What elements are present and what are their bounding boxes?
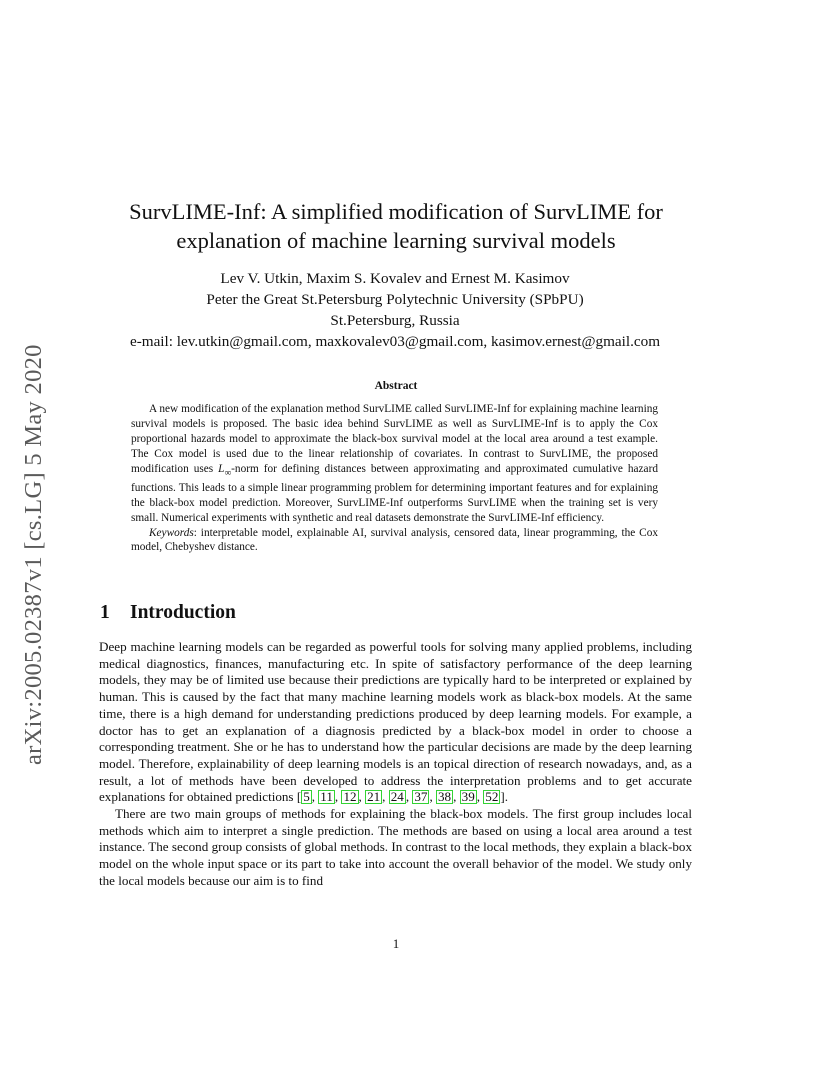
intro-paragraph-1: Deep machine learning models can be regarded as powerful tools for solving many applied problems, including medical diagnostics, finances, manufacturing etc. In spite of satisfactory performance of the deep learning models, they may be of limited use because their predictions are typically hard to be interpreted or explained by human. This is caused by the fact that many machine learning models work as black-box models. At the same time, there is a high demand for understanding predictions produced by deep learning models. For example, a doctor has to get an explanation of a diagnosis predicted by a black-box model in order to choose a corresponding treatment. She or he has to understand how the particular decisions are made by the deep learning model. Therefore, explainability of deep learning models is an topical direction of research nowadays, and, as a result, a lot of methods have been developed to address the interpretation problems and to get accurate explanations for obtained predictions [ 5 , 11 , 12 , 21 , 24 , 37 , 38 , 39 , 52 ]. xyxy=(99,639,692,805)
citation-link[interactable]: 39 xyxy=(461,789,475,805)
abstract-paragraph xyxy=(131,402,658,526)
paper-title xyxy=(96,197,696,255)
citation-link[interactable]: 37 xyxy=(414,789,428,805)
citation-link[interactable]: 21 xyxy=(367,789,381,805)
section-title: Introduction xyxy=(130,602,236,623)
title-line-1: SurvLIME-Inf: A simplified modification of SurvLIME for xyxy=(129,199,663,224)
citation-link[interactable]: 52 xyxy=(485,789,499,805)
location: St.Petersburg, Russia xyxy=(330,312,460,329)
page-number: 1 xyxy=(392,936,400,951)
abstract-text-a: A new modification of the explanation method SurvLIME called SurvLIME-Inf for explaining machine learning survival models is proposed. The basic idea behind SurvLIME as well as SurvLIME-Inf is to apply the Cox proportional hazards model to approximate the black-box survival model at the local area around a test example. The Cox model is used due to the linear relationship of covariates. In contrast to SurvLIME, the proposed modification uses xyxy=(131,403,658,475)
citation-link[interactable]: 12 xyxy=(343,789,357,805)
abstract-body xyxy=(131,402,658,555)
keywords-label: Keywords xyxy=(149,526,194,539)
title-line-2: explanation of machine learning survival models xyxy=(176,228,616,253)
abstract-heading: Abstract xyxy=(374,380,418,392)
citation-link[interactable]: 24 xyxy=(390,789,404,805)
section-number: 1 xyxy=(100,602,110,623)
affiliation: Peter the Great St.Petersburg Polytechnic University (SPbPU) xyxy=(206,291,584,308)
para1-text: Deep machine learning models can be regarded as powerful tools for solving many applied problems, including medical diagnostics, finances, manufacturing etc. In spite of satisfactory performance of the deep learning models, they may be of limited use because their predictions are typically hard to be interpreted or explained by human. This is caused by the fact that many machine learning models work as black-box models. At the same time, there is a high demand for understanding predictions produced by deep learning models. For example, a doctor has to get an explanation of a diagnosis predicted by a black-box model in order to choose a corresponding treatment. She or he has to understand how the particular decisions are made by the deep learning model. Therefore, explainability of deep learning models is an topical direction of research nowadays, and, as a result, a lot of methods have been developed to address the interpretation problems and to get accurate explanations for obtained predictions xyxy=(99,639,692,805)
citation-link[interactable]: 5 xyxy=(303,789,310,805)
abstract-text-b: -norm for defining distances between approximating and approximated cumulative hazard functions. This leads to a simple linear programming problem for determining important features and for explaining the black-box model prediction. Moreover, SurvLIME-Inf outperforms SurvLIME when the training set is very small. Numerical experiments with synthetic and real datasets demonstrate the SurvLIME-Inf efficiency. xyxy=(131,462,658,524)
citation-link[interactable]: 11 xyxy=(320,789,333,805)
author-block xyxy=(80,268,710,352)
section-heading xyxy=(100,602,236,624)
intro-paragraph-2: There are two main groups of methods for explaining the black-box models. The first group includes local methods which aim to interpret a single prediction. The methods are based on using a local area around a test instance. The second group consists of global methods. In contrast to the local methods, they explain a black-box model on the whole input space or its part to take into account the overall behavior of the model. We study only the local models because our aim is to find xyxy=(99,806,692,888)
norm-subscript: ∞ xyxy=(224,467,232,478)
citation-link[interactable]: 38 xyxy=(438,789,452,805)
arxiv-identifier-stamp: arXiv:2005.02387v1 [cs.LG] 5 May 2020 xyxy=(20,344,47,765)
email-line: e-mail: lev.utkin@gmail.com, maxkovalev03@gmail.com, kasimov.ernest@gmail.com xyxy=(129,333,661,350)
norm-symbol: L xyxy=(218,462,225,475)
keywords-text: : interpretable model, explainable AI, survival analysis, censored data, linear programming, the Cox model, Chebyshev distance. xyxy=(131,526,658,554)
introduction-body xyxy=(99,639,692,890)
keywords-paragraph xyxy=(131,526,658,556)
authors: Lev V. Utkin, Maxim S. Kovalev and Ernest M. Kasimov xyxy=(220,270,570,287)
